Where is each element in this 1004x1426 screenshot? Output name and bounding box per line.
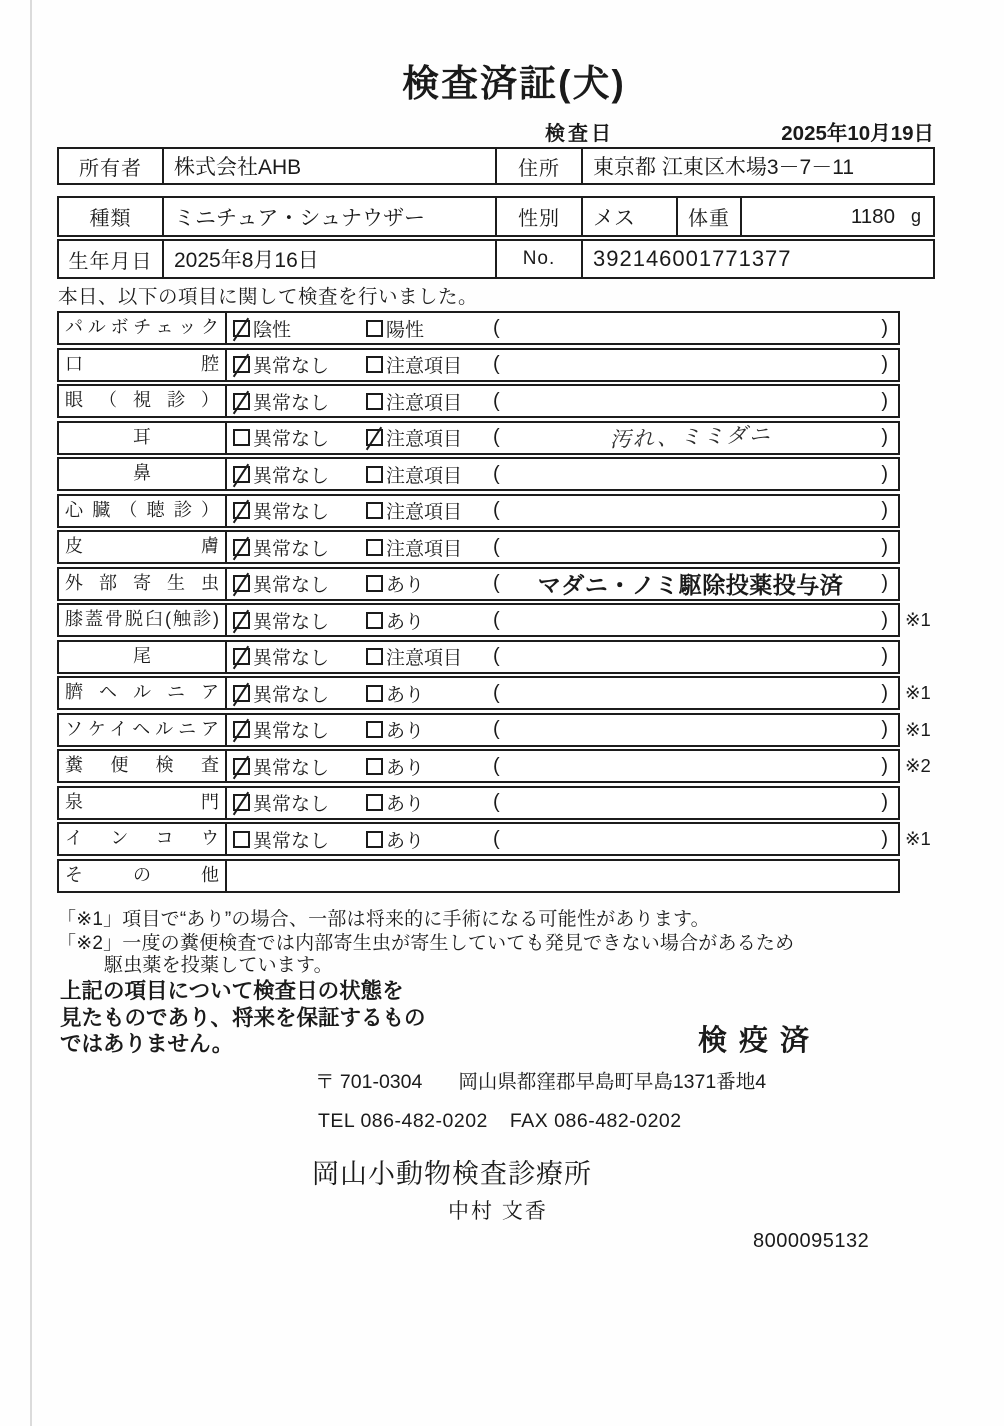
- footnote-1: 「※1」項目で“あり”の場合、一部は将来的に手術になる可能性があります。: [57, 909, 710, 930]
- breed-table: [57, 196, 935, 237]
- checkbox[interactable]: [233, 539, 250, 556]
- checkbox-option: [233, 570, 366, 597]
- checkbox-option: [366, 826, 493, 853]
- footnote-mark: ※1: [905, 682, 931, 703]
- birth-table: [57, 239, 935, 279]
- option-label: 異常なし: [253, 757, 330, 779]
- note-paren-open: (: [493, 572, 500, 594]
- option-label: 異常なし: [253, 429, 330, 450]
- checkbox[interactable]: [366, 758, 383, 775]
- checklist-item-label: 膝蓋骨脱臼(触診): [59, 605, 227, 635]
- checkbox[interactable]: [366, 393, 383, 410]
- checklist-item-label: 糞便検査: [59, 751, 227, 781]
- clinic-contact-line: [318, 1110, 682, 1133]
- note-paren-close: ): [881, 499, 888, 521]
- checkbox-option: [233, 461, 366, 488]
- checklist-row: [57, 603, 931, 637]
- checkbox[interactable]: [366, 356, 383, 373]
- checklist-item-label: 耳: [59, 423, 227, 453]
- owner-label: 所有者: [59, 149, 164, 183]
- checklist-row-content: [227, 605, 898, 635]
- checkbox[interactable]: [233, 721, 250, 738]
- birthdate-value: 2025年8月16日: [164, 241, 497, 277]
- option-label: あり: [386, 830, 425, 852]
- checklist-item-label: パルボチェック: [59, 313, 227, 343]
- checkbox-option: [233, 680, 366, 707]
- checklist-item-label: 心臓（聴診）: [59, 496, 227, 526]
- checkbox-option: [233, 753, 366, 780]
- note-paren-open: (: [493, 389, 500, 412]
- sex-label: 性別: [497, 198, 583, 235]
- checklist-row: [57, 822, 931, 856]
- check-slash: [233, 682, 249, 706]
- checkbox-option: [233, 424, 366, 451]
- note-paren-open: (: [493, 791, 500, 813]
- note-paren-close: ): [881, 535, 888, 558]
- checklist-row: [57, 749, 931, 783]
- scan-edge-artifact: [30, 0, 32, 1426]
- checkbox[interactable]: [233, 502, 250, 519]
- footnote-2: 「※2」一度の糞便検査では内部寄生虫が寄生していても発見できない場合があるため: [57, 933, 795, 954]
- checklist-row: [57, 640, 900, 674]
- checklist-row-content: [227, 350, 898, 380]
- footnote-mark: ※1: [905, 828, 931, 849]
- checklist-row-content: [227, 496, 898, 526]
- id-number-value: 392146001771377: [593, 246, 792, 271]
- checkbox[interactable]: [233, 831, 250, 848]
- owner-value: 株式会社AHB: [164, 149, 497, 183]
- checkbox[interactable]: [366, 502, 383, 519]
- checklist-row: [57, 421, 900, 455]
- checklist-row-content: [227, 861, 898, 891]
- checklist-item-label: 鼻: [59, 459, 227, 489]
- breed-value: ミニチュア・シュナウザー: [164, 198, 497, 235]
- option-label: 異常なし: [253, 684, 330, 706]
- checkbox[interactable]: [366, 794, 383, 811]
- checkbox-option: [233, 607, 366, 634]
- weight-unit: g: [910, 206, 921, 226]
- note-paren-open: (: [493, 645, 500, 667]
- checkbox-option: [366, 680, 493, 707]
- option-label: 注意項目: [386, 502, 463, 523]
- checkbox-option: [366, 643, 493, 670]
- note-paren-open: (: [493, 718, 500, 740]
- checkbox[interactable]: [233, 356, 250, 373]
- option-label: あり: [386, 794, 425, 815]
- weight-label: 体重: [678, 198, 742, 235]
- checklist-row: [57, 859, 900, 893]
- check-slash: [233, 354, 249, 378]
- clinic-name: 岡山小動物検査診療所: [312, 1159, 592, 1189]
- checkbox[interactable]: [233, 648, 250, 665]
- certificate-title: 検査済証(犬): [402, 63, 626, 104]
- checklist-row-content: [227, 824, 898, 854]
- checkbox[interactable]: [366, 612, 383, 629]
- checkbox-option: [366, 534, 493, 561]
- sex-value: メス: [583, 198, 678, 235]
- disclaimer-text: 上記の項目について検査日の状態を 見たものであり、将来を保証するもの ではありません。: [60, 979, 426, 1056]
- checkbox-option: [233, 534, 366, 561]
- note-paren-close: ): [881, 462, 888, 485]
- note-paren-close: ): [881, 827, 888, 850]
- check-slash: [233, 463, 249, 487]
- note-text: マダニ・ノミ駆除投薬投与済: [537, 572, 844, 598]
- check-slash: [233, 646, 249, 670]
- check-slash: [233, 390, 249, 414]
- note-paren-open: (: [493, 316, 500, 339]
- breed-label: 種類: [59, 198, 164, 235]
- intro-text: 本日、以下の項目に関して検査を行いました。: [58, 286, 479, 308]
- checkbox-option: [233, 388, 366, 415]
- option-label: 異常なし: [253, 465, 330, 487]
- checklist-row: [57, 786, 900, 820]
- birthdate-label: 生年月日: [59, 241, 164, 277]
- option-label: 異常なし: [253, 356, 330, 377]
- checklist-item-label: その他: [59, 861, 227, 891]
- note-paren-open: (: [493, 499, 500, 521]
- check-slash: [233, 317, 249, 341]
- footnote-2-continued: 駆虫薬を投薬しています。: [104, 955, 333, 976]
- footnote-mark: ※1: [905, 609, 931, 630]
- checklist-row-content: [227, 642, 898, 672]
- weight-value: 1180: [850, 204, 895, 228]
- option-label: 異常なし: [253, 648, 330, 669]
- checkbox[interactable]: [233, 685, 250, 702]
- checkbox[interactable]: [366, 831, 383, 848]
- checklist-row-content: [227, 423, 898, 453]
- checkbox[interactable]: [366, 539, 383, 556]
- checklist-item-label: 口腔: [59, 350, 227, 380]
- check-slash: [366, 427, 382, 451]
- option-label: 注意項目: [386, 356, 463, 377]
- note-paren-open: (: [493, 426, 500, 448]
- owner-table: [57, 147, 935, 185]
- checklist-item-label: 皮膚: [59, 532, 227, 562]
- checklist: [57, 311, 931, 895]
- clinic-address: 岡山県都窪郡早島町早島1371番地4: [458, 1071, 767, 1093]
- checkbox[interactable]: [366, 575, 383, 592]
- checklist-row-content: [227, 715, 898, 745]
- checkbox-option: [366, 315, 493, 342]
- checkbox[interactable]: [233, 393, 250, 410]
- check-slash: [233, 609, 249, 633]
- checkbox[interactable]: [233, 320, 250, 337]
- checkbox-option: [233, 351, 366, 378]
- option-label: 陰性: [253, 319, 292, 341]
- checkbox-option: [233, 643, 366, 670]
- option-label: あり: [386, 684, 425, 706]
- option-label: あり: [386, 611, 425, 633]
- checkbox-option: [366, 789, 493, 816]
- checkbox[interactable]: [233, 575, 250, 592]
- option-label: あり: [386, 575, 425, 596]
- inspection-date-label: 検査日: [545, 123, 614, 145]
- inspection-date-value: 2025年10月19日: [781, 122, 934, 145]
- checkbox-option: [366, 607, 493, 634]
- option-label: 異常なし: [253, 830, 330, 852]
- option-label: 異常なし: [253, 502, 330, 523]
- check-slash: [233, 500, 249, 524]
- quarantine-passed-stamp: 検疫済: [698, 1025, 822, 1057]
- checkbox[interactable]: [233, 429, 250, 446]
- checkbox-option: [366, 424, 493, 451]
- checkbox[interactable]: [366, 648, 383, 665]
- check-slash: [233, 536, 249, 560]
- checklist-row-content: [227, 459, 898, 489]
- checkbox-option: [233, 497, 366, 524]
- option-label: 異常なし: [253, 721, 330, 742]
- address-value: 東京都 江東区木場3－7－11: [593, 156, 854, 179]
- veterinarian-name: 中村 文香: [448, 1200, 548, 1223]
- option-label: 注意項目: [386, 429, 463, 450]
- weight-value-cell: [742, 198, 933, 235]
- checkbox[interactable]: [366, 429, 383, 446]
- note-paren-open: (: [493, 681, 500, 704]
- checkbox-option: [233, 789, 366, 816]
- checklist-row-content: [227, 788, 898, 818]
- note-text: 汚れ、ミミダニ: [608, 421, 772, 452]
- checklist-row-content: [227, 386, 898, 416]
- postal-code: 〒 701-0304: [315, 1071, 423, 1093]
- checklist-row: [57, 384, 900, 418]
- checkbox[interactable]: [233, 794, 250, 811]
- note-paren-close: ): [881, 572, 888, 594]
- option-label: 注意項目: [386, 465, 463, 487]
- checkbox[interactable]: [233, 612, 250, 629]
- option-label: 異常なし: [253, 575, 330, 596]
- option-label: 注意項目: [386, 648, 463, 669]
- note-paren-close: ): [881, 426, 888, 448]
- option-label: 注意項目: [386, 538, 463, 560]
- checkbox[interactable]: [366, 685, 383, 702]
- checkbox-option: [366, 351, 493, 378]
- checkbox-option: [233, 826, 366, 853]
- note-paren-close: ): [881, 353, 888, 375]
- checkbox-option: [366, 753, 493, 780]
- checklist-row: [57, 494, 900, 528]
- clinic-fax: FAX 086-482-0202: [509, 1110, 682, 1132]
- option-label: 異常なし: [253, 538, 330, 560]
- checklist-item-label: ソケイヘルニア: [59, 715, 227, 745]
- checklist-item-label: 外部寄生虫: [59, 569, 227, 599]
- checklist-row-content: [227, 751, 898, 781]
- checkbox[interactable]: [366, 721, 383, 738]
- checklist-row: [57, 567, 900, 601]
- note-paren-open: (: [493, 754, 500, 777]
- note-paren-close: ): [881, 645, 888, 667]
- checkbox-option: [233, 315, 366, 342]
- note-paren-open: (: [493, 827, 500, 850]
- checkbox-option: [233, 716, 366, 743]
- check-slash: [233, 755, 249, 779]
- check-slash: [233, 719, 249, 743]
- checkbox-option: [366, 570, 493, 597]
- checkbox[interactable]: [233, 758, 250, 775]
- checklist-row-content: [227, 313, 898, 343]
- check-slash: [233, 573, 249, 597]
- clinic-tel: TEL 086-482-0202: [318, 1110, 488, 1132]
- checklist-row-content: [227, 532, 898, 562]
- option-label: あり: [386, 757, 425, 779]
- checklist-row-content: [227, 678, 898, 708]
- note-paren-close: ): [881, 316, 888, 339]
- checklist-item-label: 尾: [59, 642, 227, 672]
- checklist-item-label: 臍ヘルニア: [59, 678, 227, 708]
- checklist-row: [57, 311, 900, 345]
- note-paren-open: (: [493, 353, 500, 375]
- clinic-address-line: [315, 1066, 766, 1094]
- option-label: 陽性: [386, 319, 425, 341]
- checklist-row: [57, 348, 900, 382]
- note-paren-close: ): [881, 389, 888, 412]
- checklist-row: [57, 713, 931, 747]
- checklist-row: [57, 457, 900, 491]
- option-label: あり: [386, 721, 425, 742]
- checklist-row: [57, 530, 900, 564]
- checklist-item-label: 眼（視診）: [59, 386, 227, 416]
- option-label: 異常なし: [253, 392, 330, 414]
- note-paren-close: ): [881, 718, 888, 740]
- checkbox-option: [366, 388, 493, 415]
- check-slash: [233, 792, 249, 816]
- checklist-item-label: 泉門: [59, 788, 227, 818]
- id-number-label: No.: [497, 241, 583, 277]
- checkbox-option: [366, 716, 493, 743]
- note-paren-close: ): [881, 681, 888, 704]
- checkbox[interactable]: [366, 320, 383, 337]
- checklist-row-content: [227, 569, 898, 599]
- option-label: 異常なし: [253, 794, 330, 815]
- checkbox[interactable]: [366, 466, 383, 483]
- checklist-row: [57, 676, 931, 710]
- note-paren-open: (: [493, 462, 500, 485]
- serial-number: 8000095132: [753, 1230, 870, 1252]
- note-paren-open: (: [493, 535, 500, 558]
- footnote-mark: ※1: [905, 718, 931, 740]
- footnote-mark: ※2: [905, 755, 931, 776]
- note-paren-close: ): [881, 608, 888, 631]
- checkbox-option: [366, 461, 493, 488]
- checkbox-option: [366, 497, 493, 524]
- checklist-item-label: インコウ: [59, 824, 227, 854]
- option-label: 異常なし: [253, 611, 330, 633]
- checkbox[interactable]: [233, 466, 250, 483]
- address-label: 住所: [497, 149, 583, 183]
- option-label: 注意項目: [386, 392, 463, 414]
- note-paren-close: ): [881, 791, 888, 813]
- note-paren-open: (: [493, 608, 500, 631]
- note-paren-close: ): [881, 754, 888, 777]
